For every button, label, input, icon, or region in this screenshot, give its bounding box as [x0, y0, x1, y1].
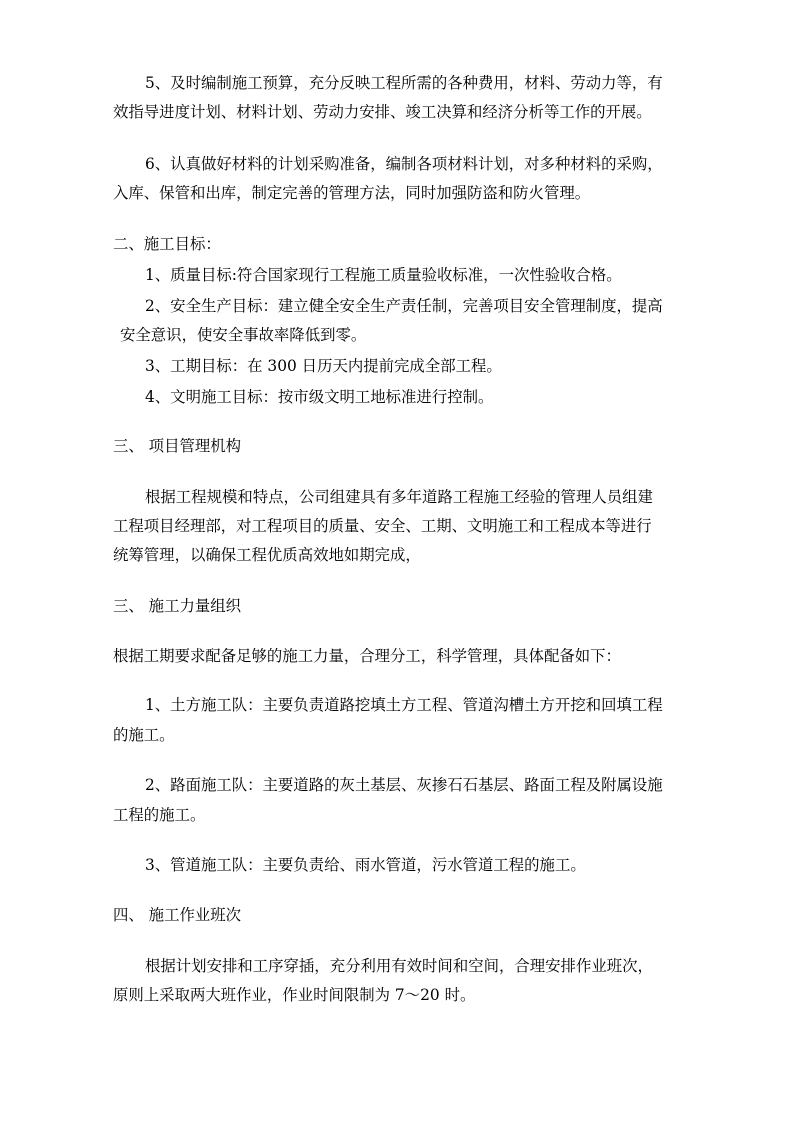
- paragraph-line: 统筹管理，以确保工程优质高效地如期完成，: [113, 546, 421, 564]
- paragraph-line: 效指导进度计划、材料计划、劳动力安排、竣工决算和经济分析等工作的开展。: [113, 103, 652, 121]
- list-item: 1、土方施工队：主要负责道路挖填土方工程、管道沟槽土方开挖和回填工程: [145, 696, 663, 714]
- paragraph-line: 根据工程规模和特点，公司组建具有多年道路工程施工经验的管理人员组建: [145, 488, 653, 506]
- paragraph-line: 根据工期要求配备足够的施工力量，合理分工，科学管理，具体配备如下：: [113, 647, 621, 665]
- section-heading: 三、 项目管理机构: [113, 437, 242, 455]
- list-item: 1、质量目标:符合国家现行工程施工质量验收标准，一次性验收合格。: [145, 266, 622, 284]
- list-item: 4、文明施工目标：按市级文明工地标准进行控制。: [145, 388, 494, 406]
- section-heading: 二、施工目标：: [113, 235, 221, 253]
- paragraph-line: 原则上采取两大班作业，作业时间限制为 7～20 时。: [113, 986, 476, 1004]
- list-item: 3、管道施工队：主要负责给、雨水管道，污水管道工程的施工。: [145, 856, 586, 874]
- paragraph-line: 6、认真做好材料的计划采购准备，编制各项材料计划，对多种材料的采购，: [145, 155, 663, 173]
- list-item-continuation: 安全意识，使安全事故率降低到零。: [120, 326, 367, 344]
- paragraph-line: 工程项目经理部，对工程项目的质量、安全、工期、文明施工和工程成本等进行: [113, 517, 652, 535]
- paragraph-line: 根据计划安排和工序穿插，充分利用有效时间和空间，合理安排作业班次，: [145, 957, 653, 975]
- list-item-continuation: 工程的施工。: [113, 806, 206, 824]
- list-item: 3、工期目标：在 300 日历天内提前完成全部工程。: [145, 357, 502, 375]
- paragraph-line: 5、及时编制施工预算，充分反映工程所需的各种费用，材料、劳动力等，有: [145, 74, 663, 92]
- section-heading: 四、 施工作业班次: [113, 906, 242, 924]
- paragraph-line: 入库、保管和出库，制定完善的管理方法，同时加强防盗和防火管理。: [113, 184, 591, 202]
- list-item-continuation: 的施工。: [113, 726, 175, 744]
- list-item: 2、路面施工队：主要道路的灰土基层、灰掺石石基层、路面工程及附属设施: [145, 776, 663, 794]
- section-heading: 三、 施工力量组织: [113, 597, 242, 615]
- list-item: 2、安全生产目标：建立健全安全生产责任制，完善项目安全管理制度，提高: [145, 297, 663, 315]
